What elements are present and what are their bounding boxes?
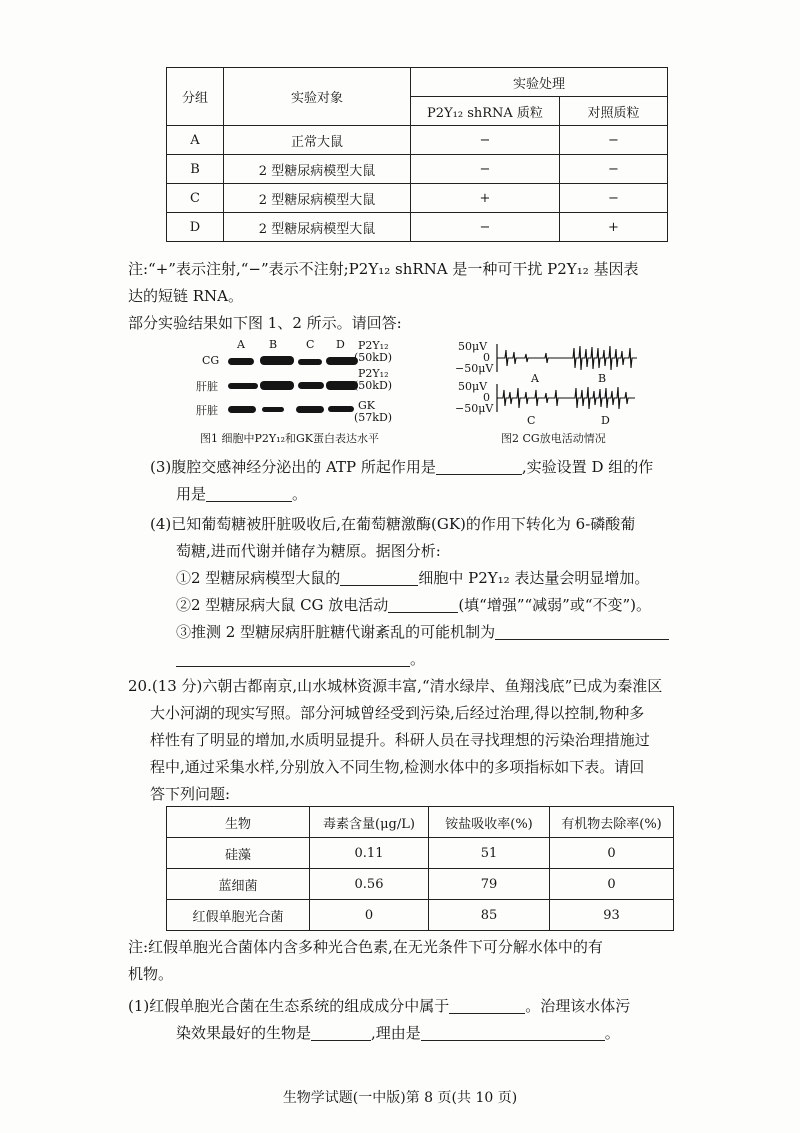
cell-subject: 2 型糖尿病模型大鼠 <box>224 184 411 213</box>
cell-organic: 93 <box>550 900 674 931</box>
trace-label: C <box>527 414 536 427</box>
blot-band <box>328 406 354 412</box>
table-row <box>167 838 674 869</box>
cell-shrna: − <box>411 126 560 155</box>
answer-blank[interactable] <box>436 458 522 475</box>
cell-ammonium: 79 <box>429 869 550 900</box>
trace-top <box>497 346 637 370</box>
cell-control: + <box>560 213 668 242</box>
table-row <box>167 869 674 900</box>
lane-label: D <box>336 338 345 351</box>
q20-1-line1 <box>128 995 630 1017</box>
q3-line2 <box>176 483 307 505</box>
q4-s1 <box>176 567 649 589</box>
q3-line1 <box>150 456 653 478</box>
note2-line1: 注:红假单胞光合菌体内含多种光合色素,在无光条件下可分解水体中的有 <box>128 938 603 956</box>
q20-line1: 20.(13 分)六朝古都南京,山水城林资源丰富,“清水绿岸、鱼翔浅底”已成为秦淮区 <box>128 677 663 695</box>
cell-organism: 红假单胞光合菌 <box>167 900 310 931</box>
page-footer: 生物学试题(一中版)第 8 页(共 10 页) <box>282 1090 518 1106</box>
cell-toxin: 0.11 <box>310 838 429 869</box>
y-tick: −50μV <box>455 362 494 375</box>
figure1-blot <box>196 338 436 450</box>
trace-bottom <box>497 387 635 409</box>
q4-text: ②2 型糖尿病大鼠 CG 放电活动 <box>176 596 389 614</box>
cell-ammonium: 85 <box>429 900 550 931</box>
table-row <box>167 155 668 184</box>
answer-blank[interactable] <box>340 569 418 586</box>
cell-group: B <box>167 155 224 184</box>
q20-line4: 程中,通过采集水样,分别放入不同生物,检测水体中的多项指标如下表。请回 <box>150 758 645 776</box>
q3-text: (3)腹腔交感神经分泌出的 ATP 所起作用是 <box>150 458 436 476</box>
protein-label: GK <box>358 399 376 412</box>
row-label-liver: 肝脏 <box>196 404 218 417</box>
q20-line2: 大小河湖的现实写照。部分河城曾经受到污染,后经过治理,得以控制,物种多 <box>150 704 645 722</box>
q20-1-line2 <box>176 1022 620 1044</box>
row-label-liver: 肝脏 <box>196 380 218 393</box>
blot-band <box>260 381 294 390</box>
cell-organic: 0 <box>550 838 674 869</box>
blot-band <box>298 382 324 389</box>
cell-organism: 硅藻 <box>167 838 310 869</box>
cell-subject: 2 型糖尿病模型大鼠 <box>224 213 411 242</box>
q4-text: ③推测 2 型糖尿病肝脏糖代谢紊乱的可能机制为 <box>176 623 496 641</box>
answer-blank[interactable] <box>449 997 525 1014</box>
cell-control: − <box>560 126 668 155</box>
cell-subject: 2 型糖尿病模型大鼠 <box>224 155 411 184</box>
q4-s3-cont <box>176 648 425 670</box>
table-row <box>167 213 668 242</box>
q4-text: (填“增强”“减弱”或“不变”)。 <box>458 596 652 614</box>
cell-subject: 正常大鼠 <box>224 126 411 155</box>
q20-1-text: ,理由是 <box>371 1024 421 1042</box>
q20-1-text: 。治理该水体污 <box>525 997 631 1015</box>
y-tick: 0 <box>483 391 490 404</box>
protein-label: P2Y₁₂ <box>358 367 389 380</box>
q3-text: 。 <box>292 485 308 503</box>
q20-1-text: 。 <box>604 1024 620 1042</box>
header-ammonium: 铵盐吸收率(%) <box>429 807 550 838</box>
trace-label: D <box>601 414 610 427</box>
size-label: (50kD) <box>354 379 393 392</box>
q20-line3: 样性有了明显的增加,水质明显提升。科研人员在寻找理想的污染治理措施过 <box>150 731 650 749</box>
note2-line2: 机物。 <box>128 965 174 983</box>
header-organism: 生物 <box>167 807 310 838</box>
q20-1-text: 染效果最好的生物是 <box>176 1024 312 1042</box>
q4-s3 <box>176 621 669 643</box>
cell-toxin: 0 <box>310 900 429 931</box>
y-tick: −50μV <box>455 402 494 415</box>
header-toxin: 毒素含量(μg/L) <box>310 807 429 838</box>
answer-blank[interactable] <box>495 623 669 640</box>
results-intro: 部分实验结果如下图 1、2 所示。请回答: <box>128 314 402 332</box>
blot-band <box>260 356 294 365</box>
table-row <box>167 184 668 213</box>
row-label-cg: CG <box>202 354 220 367</box>
figure2-traces <box>455 336 655 448</box>
trace-label: A <box>531 372 539 385</box>
cell-shrna: + <box>411 184 560 213</box>
answer-blank[interactable] <box>388 596 458 613</box>
answer-blank[interactable] <box>206 485 292 502</box>
lane-label: A <box>237 338 245 351</box>
q4-text: ①2 型糖尿病模型大鼠的 <box>176 569 341 587</box>
q4-line2: 萄糖,进而代谢并储存为糖原。据图分析: <box>176 542 441 560</box>
protein-label: P2Y₁₂ <box>358 339 389 352</box>
cell-ammonium: 51 <box>429 838 550 869</box>
figure1-caption: 图1 细胞中P2Y₁₂和GK蛋白表达水平 <box>200 432 379 445</box>
cell-organic: 0 <box>550 869 674 900</box>
blot-band <box>228 383 258 389</box>
q3-text: 用是 <box>176 485 207 503</box>
q4-text: 。 <box>410 650 426 668</box>
cell-shrna: − <box>411 213 560 242</box>
header-control: 对照质粒 <box>560 97 668 126</box>
q4-text: 细胞中 P2Y₁₂ 表达量会明显增加。 <box>418 569 650 587</box>
answer-blank[interactable] <box>421 1024 605 1041</box>
y-tick: 50μV <box>458 380 488 393</box>
y-tick: 0 <box>483 351 490 364</box>
note1-line1: 注:“+”表示注射,“−”表示不注射;P2Y₁₂ shRNA 是一种可干扰 P2Y₁₂ 基因表 <box>128 260 639 278</box>
note1-line2: 达的短链 RNA。 <box>128 287 244 305</box>
q4-line1: (4)已知葡萄糖被肝脏吸收后,在葡萄糖激酶(GK)的作用下转化为 6-磷酸葡 <box>150 515 636 533</box>
figure2-caption: 图2 CG放电活动情况 <box>501 432 606 445</box>
q3-text: ,实验设置 D 组的作 <box>521 458 654 476</box>
blot-band <box>262 407 284 412</box>
blot-band <box>296 406 324 413</box>
size-label: (50kD) <box>354 351 393 364</box>
header-group: 分组 <box>167 68 224 126</box>
header-shrna: P2Y₁₂ shRNA 质粒 <box>411 97 560 126</box>
trace-svg <box>495 340 645 420</box>
blot-band <box>228 358 254 365</box>
trace-label: B <box>598 372 607 385</box>
header-organic: 有机物去除率(%) <box>550 807 674 838</box>
answer-blank[interactable] <box>311 1024 371 1041</box>
lane-label: B <box>269 338 278 351</box>
experiment-table <box>166 67 668 242</box>
answer-blank[interactable] <box>176 650 410 667</box>
cell-group: D <box>167 213 224 242</box>
cell-group: A <box>167 126 224 155</box>
cell-group: C <box>167 184 224 213</box>
organism-table <box>166 806 674 931</box>
cell-control: − <box>560 155 668 184</box>
cell-shrna: − <box>411 155 560 184</box>
blot-band <box>228 406 256 413</box>
table-row <box>167 126 668 155</box>
cell-toxin: 0.56 <box>310 869 429 900</box>
cell-control: − <box>560 184 668 213</box>
q20-line5: 答下列问题: <box>150 785 231 803</box>
table-row <box>167 900 674 931</box>
cell-organism: 蓝细菌 <box>167 869 310 900</box>
q4-s2 <box>176 594 651 616</box>
blot-band <box>298 359 322 365</box>
size-label: (57kD) <box>354 411 393 424</box>
q20-1-text: (1)红假单胞光合菌在生态系统的组成成分中属于 <box>128 997 450 1015</box>
lane-label: C <box>306 338 315 351</box>
y-tick: 50μV <box>458 340 488 353</box>
header-subject: 实验对象 <box>224 68 411 126</box>
header-treatment: 实验处理 <box>411 68 668 97</box>
